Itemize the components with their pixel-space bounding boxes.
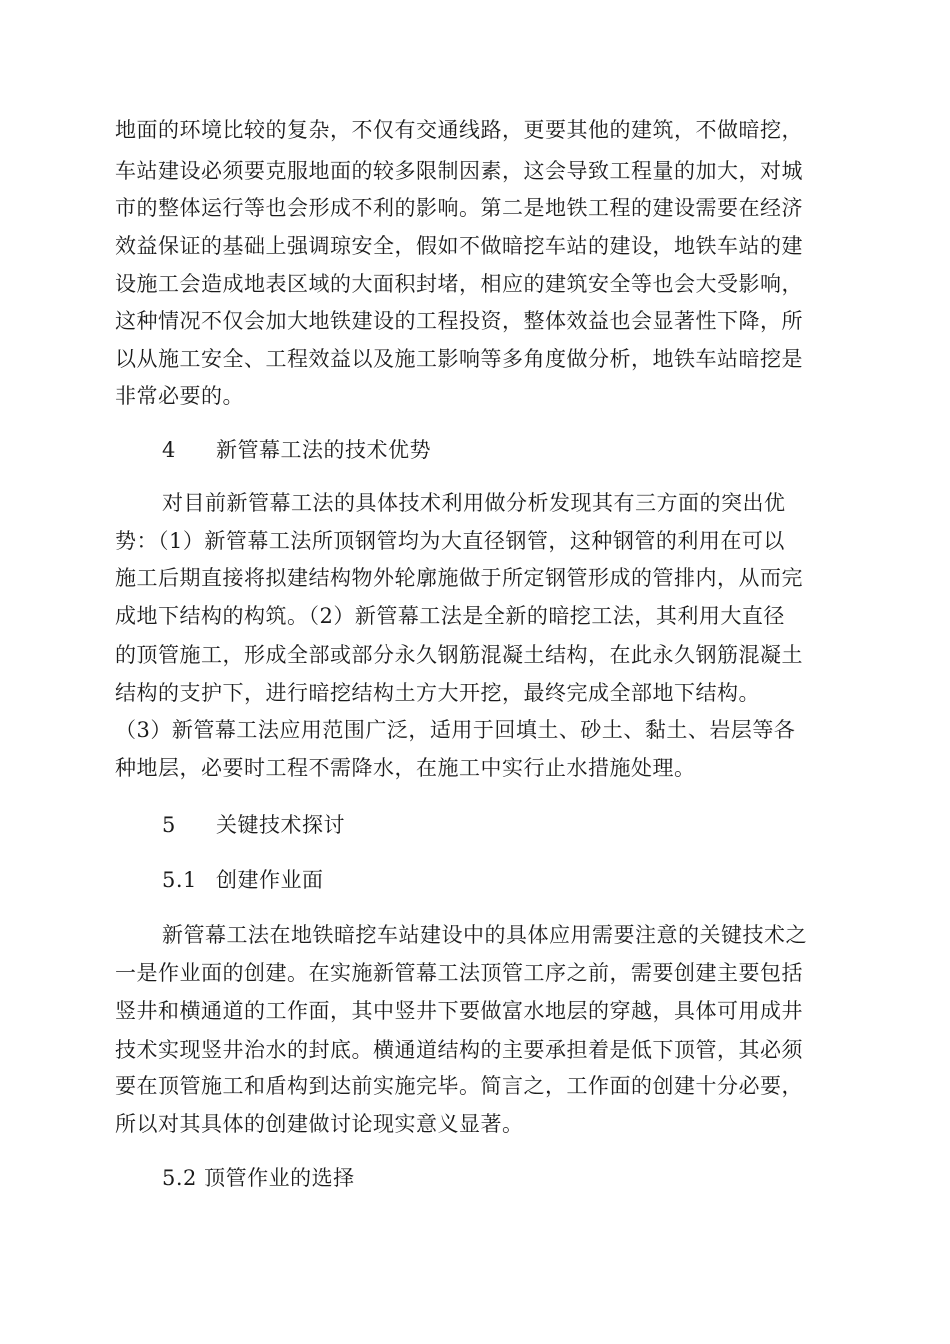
paragraph-2-line-5: 的顶管施工，形成全部或部分永久钢筋混凝土结构，在此永久钢筋混凝土 <box>115 643 803 667</box>
section-number: 5.1 <box>162 868 197 892</box>
paragraph-2-line-6: 结构的支护下，进行暗挖结构土方大开挖，最终完成全部地下结构。 <box>115 681 760 705</box>
paragraph-3-line-5: 要在顶管施工和盾构到达前实施完毕。简言之，工作面的创建十分必要， <box>115 1074 803 1098</box>
paragraph-3-line-4: 技术实现竖井治水的封底。横通道结构的主要承担着是低下顶管，其必须 <box>115 1038 803 1062</box>
paragraph-2-line-8: 种地层，必要时工程不需降水，在施工中实行止水措施处理。 <box>115 756 696 780</box>
paragraph-3-line-3: 竖井和横通道的工作面，其中竖井下要做富水地层的穿越，具体可用成井 <box>115 999 803 1023</box>
paragraph-1-line-3: 市的整体运行等也会形成不利的影响。第二是地铁工程的建设需要在经济 <box>115 196 803 220</box>
section-number: 4 <box>162 438 176 462</box>
section-heading-5 <box>162 815 345 836</box>
section-title: 创建作业面 <box>216 868 324 892</box>
paragraph-1-line-2: 车站建设必须要克服地面的较多限制因素，这会导致工程量的加大，对城 <box>115 159 803 183</box>
paragraph-3-line-6: 所以对其具体的创建做讨论现实意义显著。 <box>115 1112 524 1136</box>
paragraph-1-line-4: 效益保证的基础上强调琼安全，假如不做暗挖车站的建设，地铁车站的建 <box>115 234 803 258</box>
section-heading-5-1 <box>162 870 324 891</box>
paragraph-2-line-2: 势：（1）新管幕工法所顶钢管均为大直径钢管，这种钢管的利用在可以 <box>115 529 785 553</box>
section-number: 5 <box>162 813 176 837</box>
section-title: 新管幕工法的技术优势 <box>216 438 431 462</box>
paragraph-2-line-1: 对目前新管幕工法的具体技术利用做分析发现其有三方面的突出优 <box>162 491 786 515</box>
paragraph-3-line-2: 一是作业面的创建。在实施新管幕工法顶管工序之前，需要创建主要包括 <box>115 961 803 985</box>
paragraph-3-line-1: 新管幕工法在地铁暗挖车站建设中的具体应用需要注意的关键技术之 <box>162 923 807 947</box>
section-heading-5-2: 5.2 顶管作业的选择 <box>162 1166 355 1190</box>
paragraph-2-line-7: （3）新管幕工法应用范围广泛，适用于回填土、砂土、黏土、岩层等各 <box>115 718 796 742</box>
paragraph-1-line-5: 设施工会造成地表区域的大面积封堵，相应的建筑安全等也会大受影响， <box>115 272 803 296</box>
paragraph-1-line-7: 以从施工安全、工程效益以及施工影响等多角度做分析，地铁车站暗挖是 <box>115 347 803 371</box>
section-title: 关键技术探讨 <box>216 813 345 837</box>
paragraph-1-line-1: 地面的环境比较的复杂，不仅有交通线路，更要其他的建筑，不做暗挖， <box>115 118 803 142</box>
section-heading-4 <box>162 440 431 461</box>
paragraph-2-line-3: 施工后期直接将拟建结构物外轮廓施做于所定钢管形成的管排内，从而完 <box>115 566 803 590</box>
paragraph-1-line-8: 非常必要的。 <box>115 384 244 408</box>
paragraph-2-line-4: 成地下结构的构筑。（2）新管幕工法是全新的暗挖工法，其利用大直径 <box>115 604 785 628</box>
paragraph-1-line-6: 这种情况不仅会加大地铁建设的工程投资，整体效益也会显著性下降，所 <box>115 309 803 333</box>
